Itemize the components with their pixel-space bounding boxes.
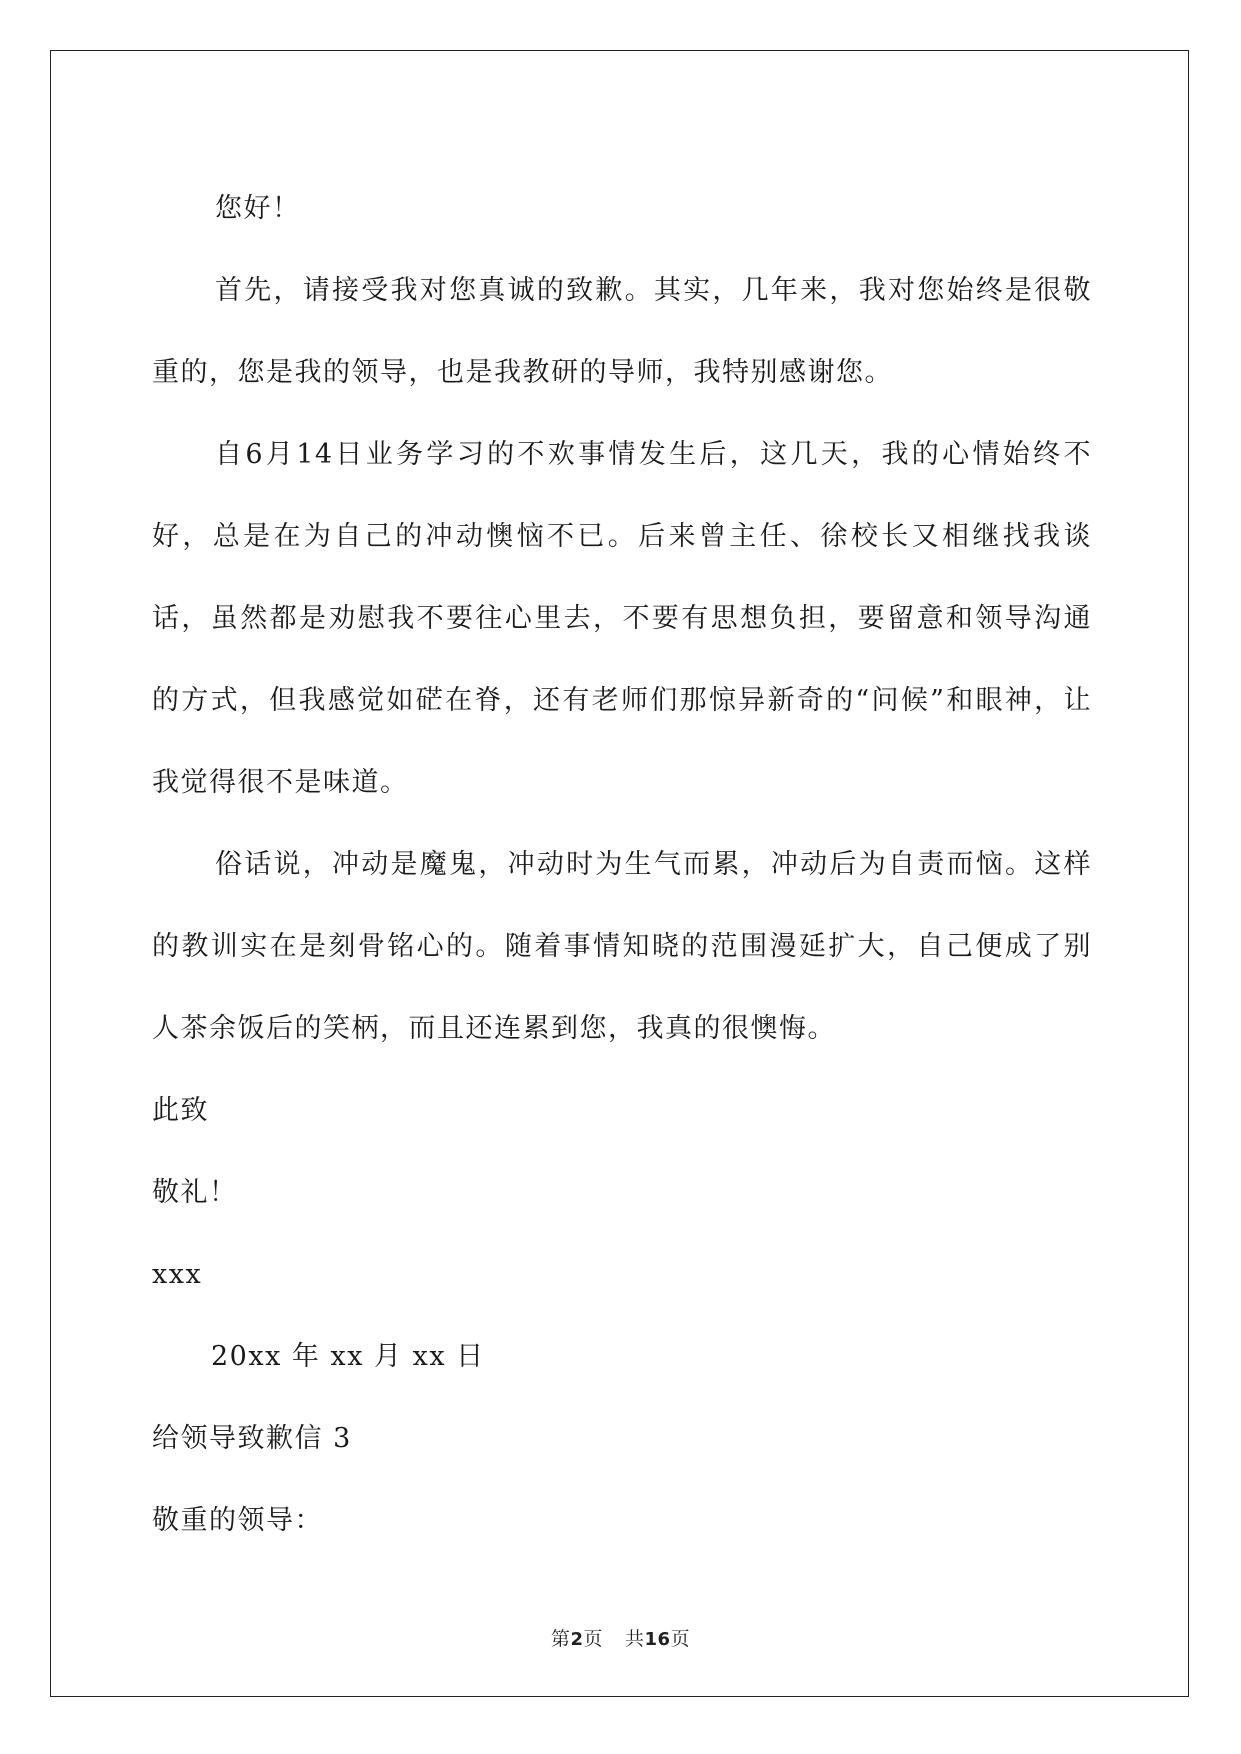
footer-page-prefix: 第 — [550, 1628, 571, 1650]
letter-paragraph-2: 自6月14日业务学习的不欢事情发生后，这几天，我的心情始终不好，总是在为自己的冲动懊恼不已。后来曾主任、徐校长又相继找我谈话，虽然都是劝慰我不要往心里去，不要有思想负担，要留意和领导沟通的方式，但我感觉如硭在脊，还有老师们那惊异新奇的“问候”和眼神，让我觉得很不是味道。 — [152, 439, 1092, 798]
footer-page-number: 2 — [570, 1629, 584, 1650]
page-footer — [0, 1624, 1241, 1651]
letter-date: 20xx 年 xx 月 xx 日 — [211, 1341, 485, 1372]
signature: xxx — [152, 1259, 203, 1290]
footer-total-pages: 16 — [644, 1629, 671, 1650]
letter-paragraph-1: 首先，请接受我对您真诚的致歉。其实，几年来，我对您始终是很敬重的，您是我的领导，也是我教研的导师，我特别感谢您。 — [152, 275, 1092, 388]
letter-paragraph-3: 俗话说，冲动是魔鬼，冲动时为生气而累，冲动后为自责而恼。这样的教训实在是刻骨铭心的。随着事情知晓的范围漫延扩大，自己便成了别人茶余饭后的笑柄，而且还连累到您，我真的很懊悔。 — [152, 849, 1092, 1044]
next-letter-title: 给领导致歉信 3 — [152, 1423, 352, 1454]
footer-page-suffix: 页 — [583, 1628, 603, 1650]
closing-line-2: 敬礼！ — [152, 1177, 238, 1208]
closing-line-1: 此致 — [152, 1095, 209, 1126]
letter-greeting: 您好！ — [215, 193, 301, 224]
footer-total-suffix: 页 — [670, 1628, 691, 1650]
next-letter-salutation: 敬重的领导： — [152, 1505, 323, 1536]
document-body — [152, 168, 1092, 1562]
footer-total-prefix: 共 — [624, 1628, 645, 1650]
